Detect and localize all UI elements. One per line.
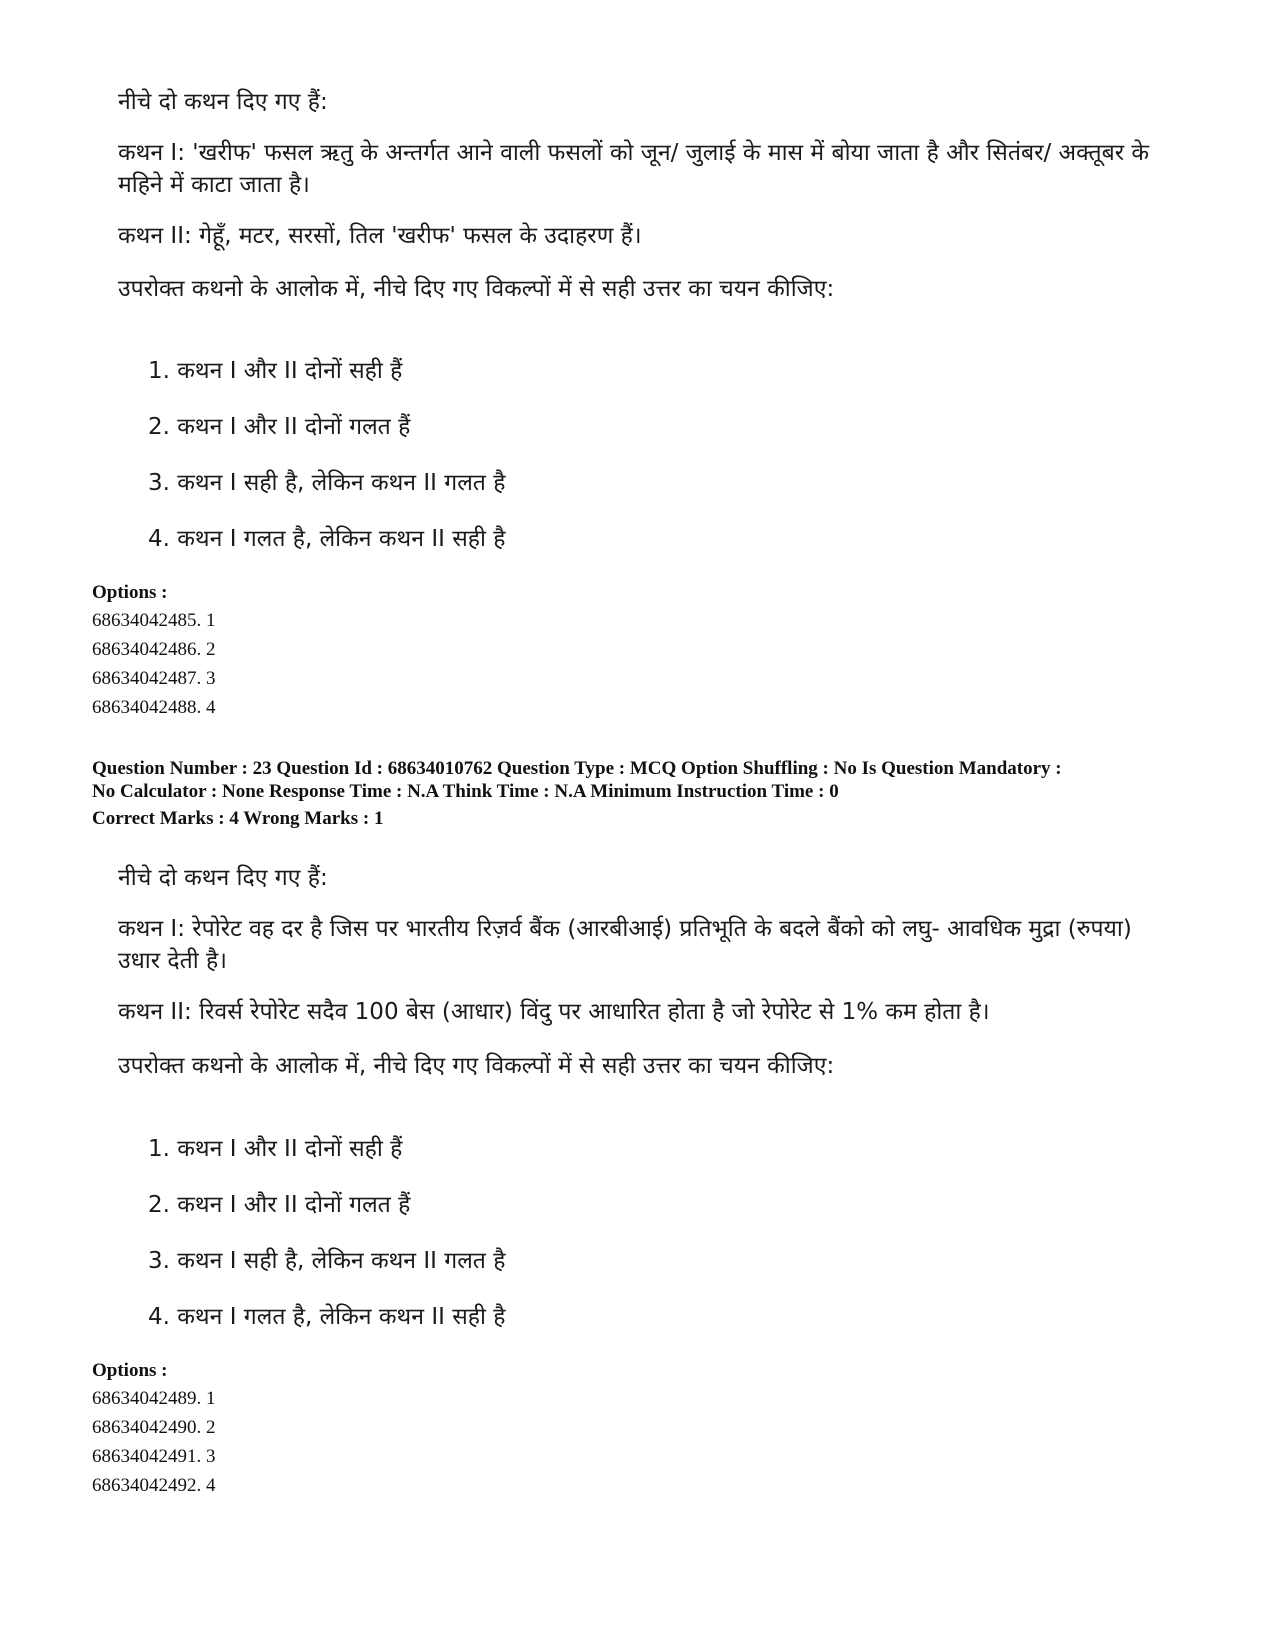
statement-1: कथन I: रेपोरेट वह दर है जिस पर भारतीय रिज़र्व बैंक (आरबीआई) प्रतिभूति के बदले बैंको को लघु- आवधिक मुद्रा (रुपया) उधार देती है। <box>118 916 1132 974</box>
choice-2: 2. कथन I और II दोनों गलत हैं <box>148 1192 411 1218</box>
statement-2: कथन II: गेहूँ, मटर, सरसों, तिल 'खरीफ' फसल के उदाहरण हैं। <box>118 223 642 249</box>
choice-1: 1. कथन I और II दोनों सही हैं <box>148 358 403 384</box>
choice-4: 4. कथन I गलत है, लेकिन कथन II सही है <box>148 1304 506 1330</box>
statements-intro: नीचे दो कथन दिए गए हैं: <box>118 865 328 891</box>
statements-intro: नीचे दो कथन दिए गए हैं: <box>118 89 328 115</box>
marks-line: Correct Marks : 4 Wrong Marks : 1 <box>92 808 384 829</box>
option-item: 68634042486. 2 <box>92 639 216 660</box>
statement-1: कथन I: 'खरीफ' फसल ऋतु के अन्तर्गत आने वाली फसलों को जून/ जुलाई के मास में बोया जाता है और सितंबर/ अक्तूबर के महिने में काटा जाता है। <box>118 140 1150 198</box>
options-label: Options : <box>92 1360 168 1381</box>
statement-2: कथन II: रिवर्स रेपोरेट सदैव 100 बेस (आधार) विंदु पर आधारित होता है जो रेपोरेट से 1% कम होता है। <box>118 999 990 1025</box>
options-list <box>92 1384 216 1500</box>
question-prompt: उपरोक्त कथनो के आलोक में, नीचे दिए गए विकल्पों में से सही उत्तर का चयन कीजिए: <box>118 276 835 302</box>
question-prompt: उपरोक्त कथनो के आलोक में, नीचे दिए गए विकल्पों में से सही उत्तर का चयन कीजिए: <box>118 1053 835 1079</box>
option-item: 68634042490. 2 <box>92 1417 216 1438</box>
option-item: 68634042489. 1 <box>92 1388 216 1409</box>
options-list <box>92 606 216 722</box>
choice-1: 1. कथन I और II दोनों सही हैं <box>148 1136 403 1162</box>
options-label: Options : <box>92 582 168 603</box>
option-item: 68634042488. 4 <box>92 697 216 718</box>
option-item: 68634042492. 4 <box>92 1475 216 1496</box>
option-item: 68634042491. 3 <box>92 1446 216 1467</box>
choice-4: 4. कथन I गलत है, लेकिन कथन II सही है <box>148 526 506 552</box>
option-item: 68634042487. 3 <box>92 668 216 689</box>
question-meta-line-2: No Calculator : None Response Time : N.A Think Time : N.A Minimum Instruction Time : 0 <box>92 781 839 802</box>
choice-3: 3. कथन I सही है, लेकिन कथन II गलत है <box>148 470 506 496</box>
option-item: 68634042485. 1 <box>92 610 216 631</box>
choice-2: 2. कथन I और II दोनों गलत हैं <box>148 414 411 440</box>
question-meta-line-1: Question Number : 23 Question Id : 68634010762 Question Type : MCQ Option Shuffling : No Is Question Mandatory : <box>92 758 1062 779</box>
choice-3: 3. कथन I सही है, लेकिन कथन II गलत है <box>148 1248 506 1274</box>
